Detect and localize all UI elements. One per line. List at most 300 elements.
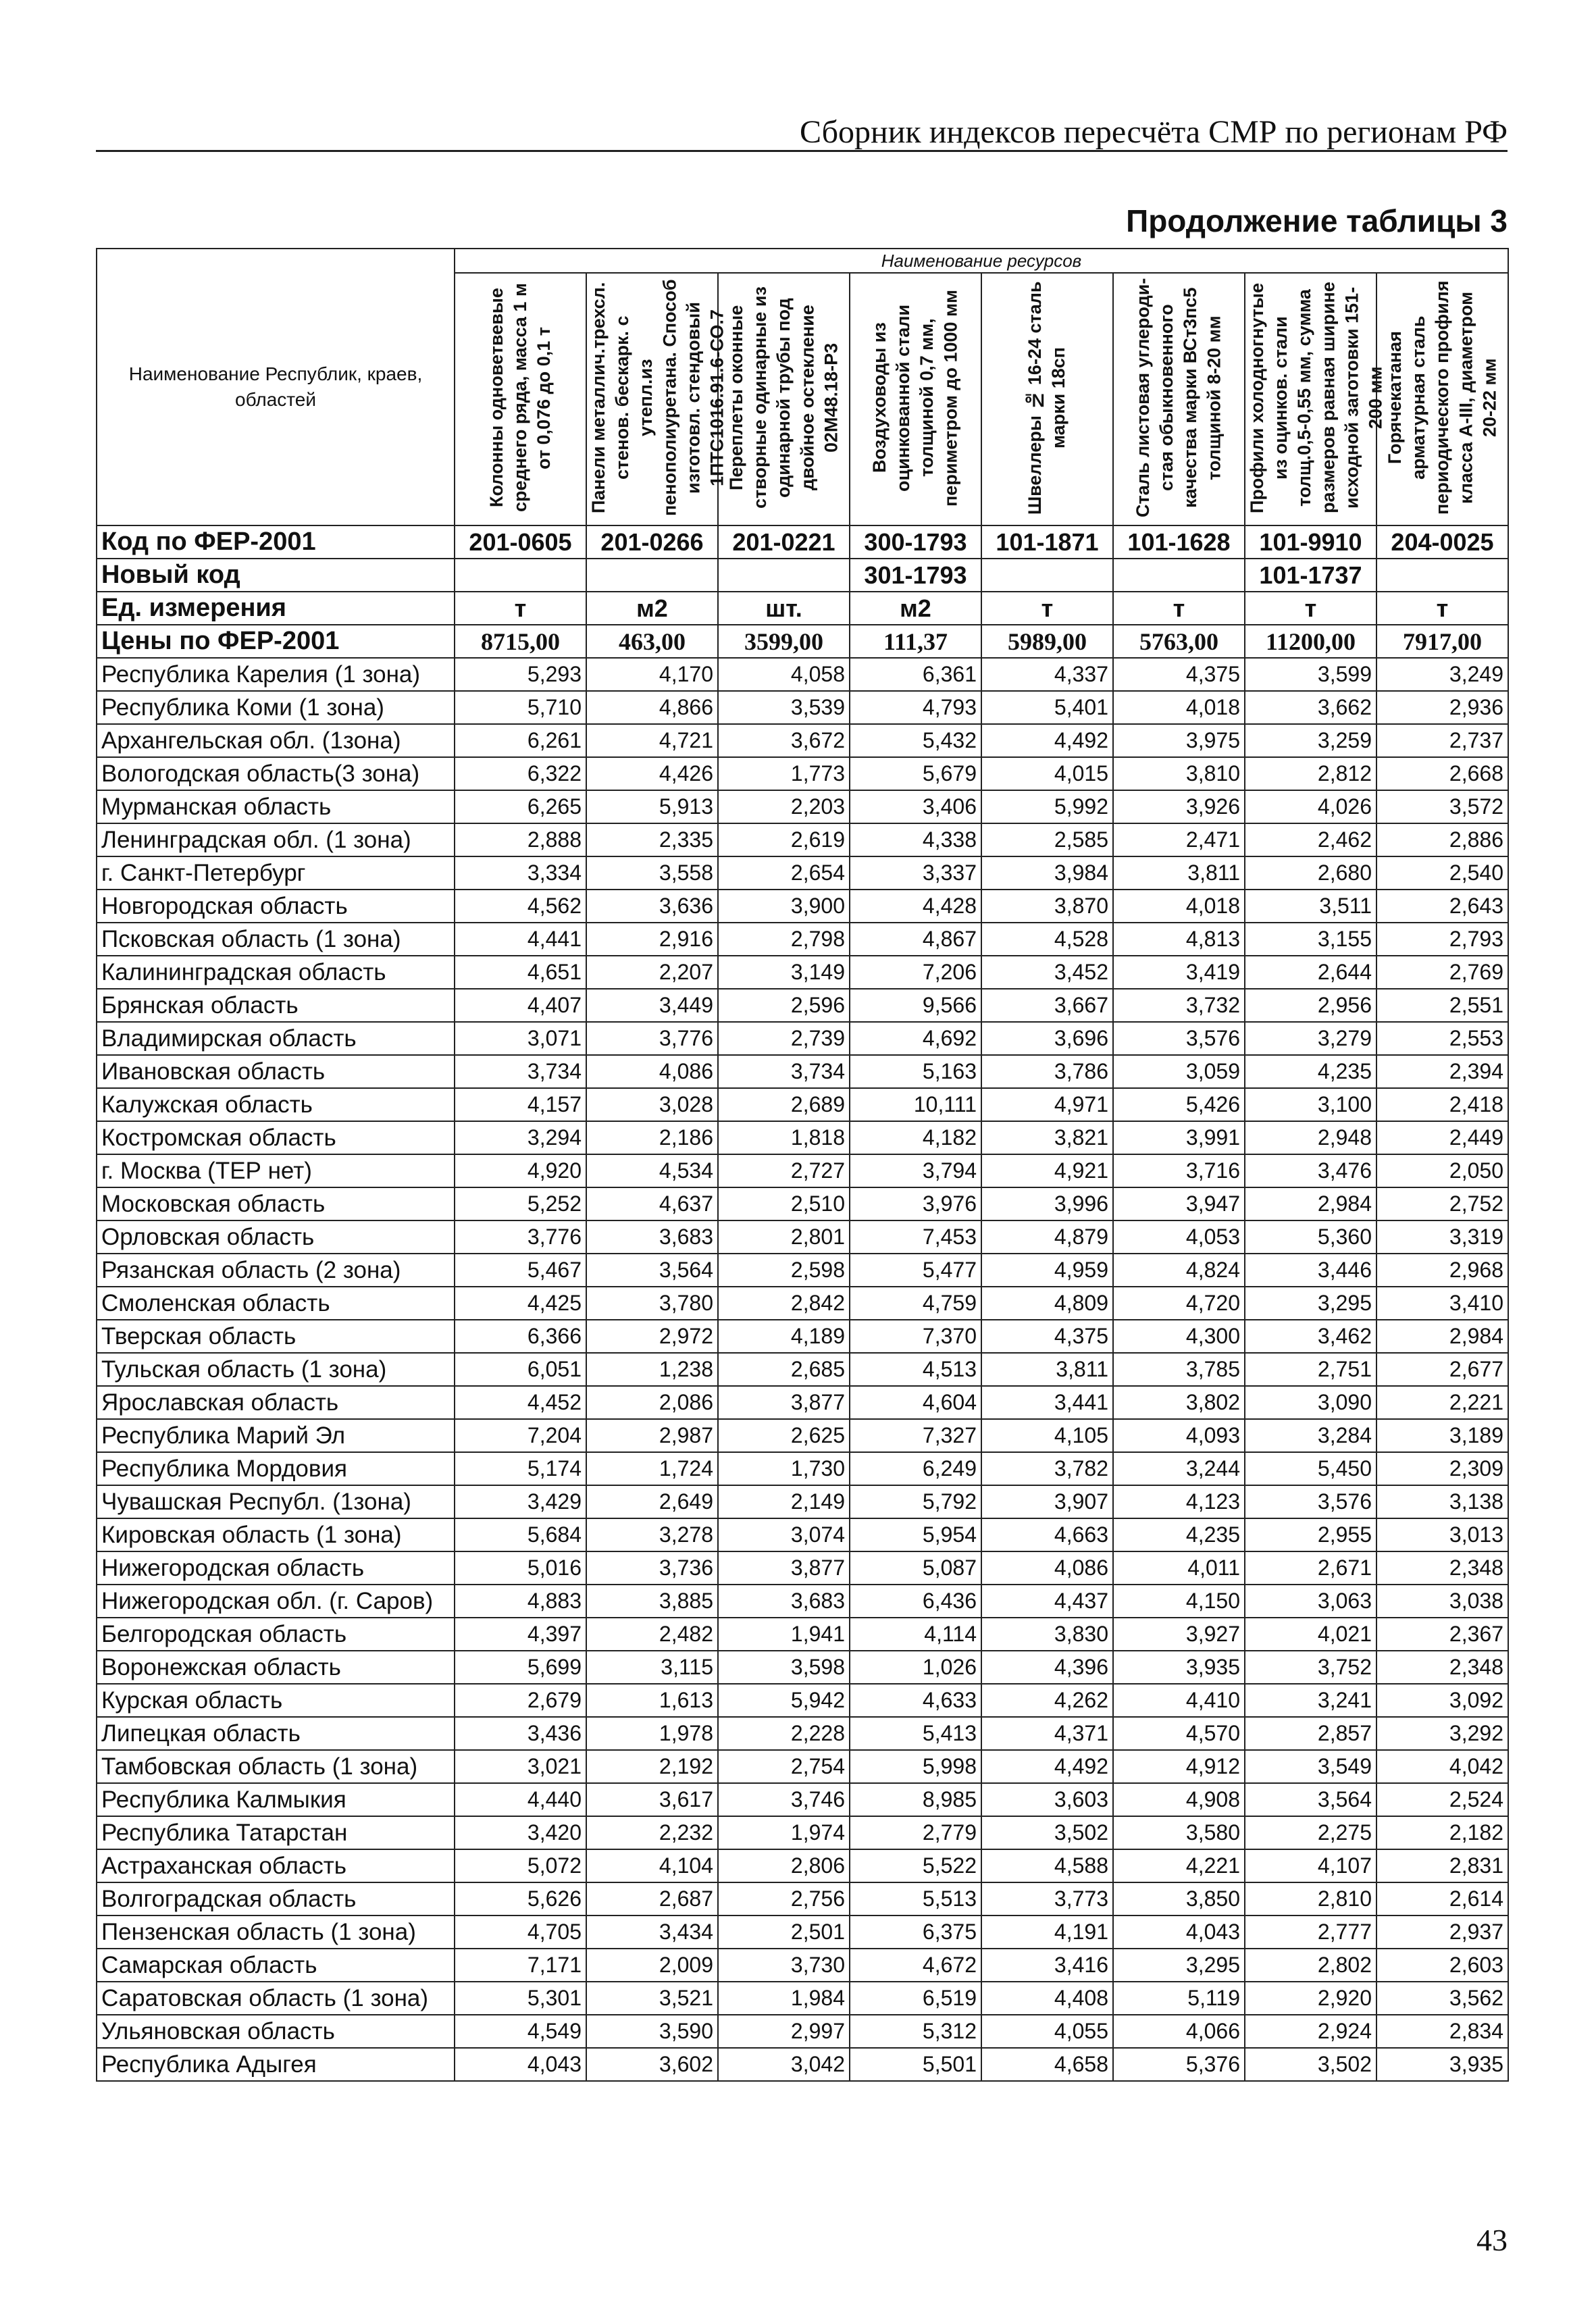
index-value: 4,053 bbox=[1113, 1220, 1245, 1254]
resource-header: Колонны одноветвевые среднего ряда, масса 1 м от 0,076 до 0,1 т bbox=[455, 273, 586, 525]
index-value: 5,450 bbox=[1245, 1452, 1376, 1485]
index-value: 6,261 bbox=[455, 724, 586, 757]
index-value: 4,637 bbox=[586, 1187, 718, 1220]
index-value: 4,658 bbox=[981, 2048, 1113, 2081]
index-value: 3,244 bbox=[1113, 1452, 1245, 1485]
index-value: 3,449 bbox=[586, 989, 718, 1022]
index-value: 5,301 bbox=[455, 1982, 586, 2015]
region-name: Костромская область bbox=[97, 1121, 455, 1154]
index-value: 2,798 bbox=[718, 923, 850, 956]
index-value: 3,295 bbox=[1245, 1287, 1376, 1320]
index-value: 4,011 bbox=[1113, 1551, 1245, 1585]
index-value: 2,232 bbox=[586, 1816, 718, 1849]
index-value: 3,734 bbox=[718, 1055, 850, 1088]
price-cell: 7917,00 bbox=[1376, 625, 1508, 658]
index-value: 2,739 bbox=[718, 1022, 850, 1055]
index-value: 4,452 bbox=[455, 1386, 586, 1419]
index-value: 3,406 bbox=[850, 790, 981, 823]
index-value: 3,572 bbox=[1376, 790, 1508, 823]
index-value: 7,453 bbox=[850, 1220, 981, 1254]
index-value: 3,785 bbox=[1113, 1353, 1245, 1386]
index-value: 4,410 bbox=[1113, 1684, 1245, 1717]
region-name: Рязанская область (2 зона) bbox=[97, 1254, 455, 1287]
index-value: 2,937 bbox=[1376, 1916, 1508, 1949]
index-value: 3,935 bbox=[1113, 1651, 1245, 1684]
index-value: 2,309 bbox=[1376, 1452, 1508, 1485]
index-value: 4,235 bbox=[1113, 1518, 1245, 1551]
index-value: 2,551 bbox=[1376, 989, 1508, 1022]
index-value: 4,396 bbox=[981, 1651, 1113, 1684]
index-value: 4,879 bbox=[981, 1220, 1113, 1254]
index-value: 4,066 bbox=[1113, 2015, 1245, 2048]
index-value: 3,782 bbox=[981, 1452, 1113, 1485]
index-value: 7,327 bbox=[850, 1419, 981, 1452]
table-row bbox=[97, 823, 1508, 856]
index-value: 3,502 bbox=[1245, 2048, 1376, 2081]
index-value: 4,397 bbox=[455, 1618, 586, 1651]
index-value: 3,732 bbox=[1113, 989, 1245, 1022]
table-row bbox=[97, 1982, 1508, 2015]
index-value: 3,617 bbox=[586, 1783, 718, 1816]
index-value: 4,920 bbox=[455, 1154, 586, 1187]
index-value: 3,436 bbox=[455, 1717, 586, 1750]
index-value: 3,434 bbox=[586, 1916, 718, 1949]
index-value: 2,619 bbox=[718, 823, 850, 856]
index-value: 7,204 bbox=[455, 1419, 586, 1452]
index-value: 4,371 bbox=[981, 1717, 1113, 1750]
index-value: 4,055 bbox=[981, 2015, 1113, 2048]
index-value: 5,954 bbox=[850, 1518, 981, 1551]
header-group-row bbox=[97, 249, 1508, 273]
index-value: 4,867 bbox=[850, 923, 981, 956]
index-value: 5,513 bbox=[850, 1882, 981, 1916]
index-value: 2,769 bbox=[1376, 956, 1508, 989]
index-value: 3,683 bbox=[718, 1585, 850, 1618]
region-name: Московская область bbox=[97, 1187, 455, 1220]
new-code-cell bbox=[1113, 559, 1245, 592]
index-value: 2,625 bbox=[718, 1419, 850, 1452]
price-row bbox=[97, 625, 1508, 658]
index-value: 1,974 bbox=[718, 1816, 850, 1849]
table-row bbox=[97, 1353, 1508, 1386]
new-code-cell: 101-1737 bbox=[1245, 559, 1376, 592]
index-value: 3,984 bbox=[981, 856, 1113, 890]
index-value: 3,259 bbox=[1245, 724, 1376, 757]
region-name: Пензенская область (1 зона) bbox=[97, 1916, 455, 1949]
index-value: 1,613 bbox=[586, 1684, 718, 1717]
index-value: 5,432 bbox=[850, 724, 981, 757]
index-value: 2,886 bbox=[1376, 823, 1508, 856]
index-value: 2,779 bbox=[850, 1816, 981, 1849]
index-value: 3,278 bbox=[586, 1518, 718, 1551]
index-value: 2,737 bbox=[1376, 724, 1508, 757]
index-value: 4,426 bbox=[586, 757, 718, 790]
price-cell: 111,37 bbox=[850, 625, 981, 658]
index-value: 5,477 bbox=[850, 1254, 981, 1287]
table-row bbox=[97, 1916, 1508, 1949]
index-value: 2,955 bbox=[1245, 1518, 1376, 1551]
region-name: Тверская область bbox=[97, 1320, 455, 1353]
index-value: 2,367 bbox=[1376, 1618, 1508, 1651]
index-value: 2,275 bbox=[1245, 1816, 1376, 1849]
index-value: 4,262 bbox=[981, 1684, 1113, 1717]
index-value: 3,716 bbox=[1113, 1154, 1245, 1187]
index-value: 3,155 bbox=[1245, 923, 1376, 956]
index-value: 3,590 bbox=[586, 2015, 718, 2048]
index-value: 4,157 bbox=[455, 1088, 586, 1121]
region-name: Липецкая область bbox=[97, 1717, 455, 1750]
index-value: 3,429 bbox=[455, 1485, 586, 1518]
index-value: 3,446 bbox=[1245, 1254, 1376, 1287]
index-value: 4,150 bbox=[1113, 1585, 1245, 1618]
region-name: Республика Адыгея bbox=[97, 2048, 455, 2081]
index-value: 3,580 bbox=[1113, 1816, 1245, 1849]
index-value: 4,720 bbox=[1113, 1287, 1245, 1320]
table-row bbox=[97, 1651, 1508, 1684]
index-value: 2,685 bbox=[718, 1353, 850, 1386]
region-rows bbox=[97, 658, 1508, 2081]
region-name: Калужская область bbox=[97, 1088, 455, 1121]
region-name: Брянская область bbox=[97, 989, 455, 1022]
index-value: 2,997 bbox=[718, 2015, 850, 2048]
index-value: 4,492 bbox=[981, 1750, 1113, 1783]
resource-header: Переплеты оконные створные одинарные из одинарной трубы под двойное остекление 02М48.18-Р3 bbox=[718, 273, 850, 525]
region-name: Республика Татарстан bbox=[97, 1816, 455, 1849]
region-name: Воронежская область bbox=[97, 1651, 455, 1684]
index-value: 4,189 bbox=[718, 1320, 850, 1353]
index-value: 6,436 bbox=[850, 1585, 981, 1618]
table-row bbox=[97, 1187, 1508, 1220]
index-value: 4,428 bbox=[850, 890, 981, 923]
page-number: 43 bbox=[1476, 2223, 1508, 2257]
new-code-cell: 301-1793 bbox=[850, 559, 981, 592]
index-value: 3,599 bbox=[1245, 658, 1376, 691]
table-row bbox=[97, 923, 1508, 956]
index-value: 4,912 bbox=[1113, 1750, 1245, 1783]
index-value: 2,936 bbox=[1376, 691, 1508, 724]
index-value: 3,598 bbox=[718, 1651, 850, 1684]
resources-group-header: Наименование ресурсов bbox=[455, 249, 1508, 273]
new-code-row bbox=[97, 559, 1508, 592]
table-row bbox=[97, 956, 1508, 989]
new-code-cell bbox=[586, 559, 718, 592]
index-value: 4,107 bbox=[1245, 1849, 1376, 1882]
index-value: 2,149 bbox=[718, 1485, 850, 1518]
index-table bbox=[96, 248, 1509, 2082]
index-value: 3,562 bbox=[1376, 1982, 1508, 2015]
index-value: 4,866 bbox=[586, 691, 718, 724]
index-value: 7,206 bbox=[850, 956, 981, 989]
index-value: 3,975 bbox=[1113, 724, 1245, 757]
index-value: 2,972 bbox=[586, 1320, 718, 1353]
index-value: 2,834 bbox=[1376, 2015, 1508, 2048]
index-value: 4,440 bbox=[455, 1783, 586, 1816]
index-value: 3,667 bbox=[981, 989, 1113, 1022]
index-value: 3,603 bbox=[981, 1783, 1113, 1816]
table-row bbox=[97, 1518, 1508, 1551]
resource-header: Панели металлич.трехсл. стенов. бескарк. с утепл.из пенополиуретана. Способ изготовл. стендовый 1ПТС1016.91.6-СО.7 bbox=[586, 273, 718, 525]
code-cell: 201-0221 bbox=[718, 525, 850, 559]
index-value: 2,192 bbox=[586, 1750, 718, 1783]
index-value: 3,284 bbox=[1245, 1419, 1376, 1452]
index-value: 2,924 bbox=[1245, 2015, 1376, 2048]
index-value: 4,191 bbox=[981, 1916, 1113, 1949]
index-value: 2,086 bbox=[586, 1386, 718, 1419]
index-value: 3,802 bbox=[1113, 1386, 1245, 1419]
index-value: 3,462 bbox=[1245, 1320, 1376, 1353]
index-value: 4,549 bbox=[455, 2015, 586, 2048]
index-value: 2,668 bbox=[1376, 757, 1508, 790]
index-value: 4,043 bbox=[455, 2048, 586, 2081]
index-value: 5,626 bbox=[455, 1882, 586, 1916]
index-value: 2,553 bbox=[1376, 1022, 1508, 1055]
index-value: 3,877 bbox=[718, 1386, 850, 1419]
index-value: 3,991 bbox=[1113, 1121, 1245, 1154]
index-value: 4,570 bbox=[1113, 1717, 1245, 1750]
index-value: 2,510 bbox=[718, 1187, 850, 1220]
index-value: 2,596 bbox=[718, 989, 850, 1022]
header-rule bbox=[96, 150, 1508, 152]
index-value: 2,802 bbox=[1245, 1949, 1376, 1982]
table-row bbox=[97, 757, 1508, 790]
index-value: 3,476 bbox=[1245, 1154, 1376, 1187]
table-row bbox=[97, 1320, 1508, 1353]
region-name: Смоленская область bbox=[97, 1287, 455, 1320]
resource-header: Профили холодногнутые из оцинков. стали толщ.0,5-0,55 мм, сумма размеров равная ширине исходной заготовки 151-200 мм bbox=[1245, 273, 1376, 525]
index-value: 3,189 bbox=[1376, 1419, 1508, 1452]
index-value: 3,564 bbox=[586, 1254, 718, 1287]
region-name: Нижегородская обл. (г. Саров) bbox=[97, 1585, 455, 1618]
index-value: 5,426 bbox=[1113, 1088, 1245, 1121]
index-value: 4,018 bbox=[1113, 691, 1245, 724]
index-value: 1,818 bbox=[718, 1121, 850, 1154]
index-value: 2,462 bbox=[1245, 823, 1376, 856]
index-value: 4,793 bbox=[850, 691, 981, 724]
new-code-cell bbox=[981, 559, 1113, 592]
index-value: 3,696 bbox=[981, 1022, 1113, 1055]
index-value: 3,683 bbox=[586, 1220, 718, 1254]
index-value: 3,746 bbox=[718, 1783, 850, 1816]
unit-cell: м2 bbox=[586, 592, 718, 625]
unit-cell: т bbox=[1113, 592, 1245, 625]
unit-label: Ед. измерения bbox=[97, 592, 455, 625]
new-code-cell bbox=[1376, 559, 1508, 592]
index-value: 3,927 bbox=[1113, 1618, 1245, 1651]
index-value: 3,059 bbox=[1113, 1055, 1245, 1088]
index-value: 2,418 bbox=[1376, 1088, 1508, 1121]
price-cell: 463,00 bbox=[586, 625, 718, 658]
index-value: 2,524 bbox=[1376, 1783, 1508, 1816]
table-row bbox=[97, 1949, 1508, 1982]
index-value: 2,643 bbox=[1376, 890, 1508, 923]
table-row bbox=[97, 1121, 1508, 1154]
index-value: 3,074 bbox=[718, 1518, 850, 1551]
index-value: 4,407 bbox=[455, 989, 586, 1022]
index-value: 1,941 bbox=[718, 1618, 850, 1651]
region-name: г. Санкт-Петербург bbox=[97, 856, 455, 890]
table-row bbox=[97, 1882, 1508, 1916]
index-value: 4,759 bbox=[850, 1287, 981, 1320]
table-row bbox=[97, 1055, 1508, 1088]
unit-cell: т bbox=[455, 592, 586, 625]
index-value: 2,182 bbox=[1376, 1816, 1508, 1849]
index-value: 5,501 bbox=[850, 2048, 981, 2081]
index-value: 3,071 bbox=[455, 1022, 586, 1055]
index-value: 4,375 bbox=[981, 1320, 1113, 1353]
table-row bbox=[97, 1088, 1508, 1121]
table-row bbox=[97, 890, 1508, 923]
code-cell: 101-1628 bbox=[1113, 525, 1245, 559]
index-value: 6,051 bbox=[455, 1353, 586, 1386]
index-value: 2,221 bbox=[1376, 1386, 1508, 1419]
index-value: 3,730 bbox=[718, 1949, 850, 1982]
index-value: 4,959 bbox=[981, 1254, 1113, 1287]
index-value: 4,221 bbox=[1113, 1849, 1245, 1882]
index-value: 2,801 bbox=[718, 1220, 850, 1254]
index-value: 2,920 bbox=[1245, 1982, 1376, 2015]
index-value: 1,773 bbox=[718, 757, 850, 790]
code-cell: 300-1793 bbox=[850, 525, 981, 559]
index-value: 3,292 bbox=[1376, 1717, 1508, 1750]
index-value: 3,549 bbox=[1245, 1750, 1376, 1783]
index-value: 5,684 bbox=[455, 1518, 586, 1551]
index-value: 2,810 bbox=[1245, 1882, 1376, 1916]
index-value: 2,680 bbox=[1245, 856, 1376, 890]
region-name: Белгородская область bbox=[97, 1618, 455, 1651]
index-value: 1,730 bbox=[718, 1452, 850, 1485]
index-value: 5,913 bbox=[586, 790, 718, 823]
region-name: Республика Карелия (1 зона) bbox=[97, 658, 455, 691]
index-value: 4,721 bbox=[586, 724, 718, 757]
index-value: 6,361 bbox=[850, 658, 981, 691]
index-value: 4,663 bbox=[981, 1518, 1113, 1551]
index-value: 3,821 bbox=[981, 1121, 1113, 1154]
region-name: Архангельская обл. (1зона) bbox=[97, 724, 455, 757]
index-value: 3,602 bbox=[586, 2048, 718, 2081]
index-value: 6,265 bbox=[455, 790, 586, 823]
index-value: 4,123 bbox=[1113, 1485, 1245, 1518]
index-value: 3,976 bbox=[850, 1187, 981, 1220]
region-name: Республика Калмыкия bbox=[97, 1783, 455, 1816]
index-value: 5,016 bbox=[455, 1551, 586, 1585]
region-name: Тульская область (1 зона) bbox=[97, 1353, 455, 1386]
table-row bbox=[97, 1618, 1508, 1651]
index-value: 4,921 bbox=[981, 1154, 1113, 1187]
index-value: 4,441 bbox=[455, 923, 586, 956]
index-value: 3,564 bbox=[1245, 1783, 1376, 1816]
index-value: 3,511 bbox=[1245, 890, 1376, 923]
index-value: 2,335 bbox=[586, 823, 718, 856]
code-cell: 201-0605 bbox=[455, 525, 586, 559]
index-value: 3,021 bbox=[455, 1750, 586, 1783]
index-value: 5,072 bbox=[455, 1849, 586, 1882]
code-cell: 101-9910 bbox=[1245, 525, 1376, 559]
index-value: 1,984 bbox=[718, 1982, 850, 2015]
index-value: 2,968 bbox=[1376, 1254, 1508, 1287]
index-value: 4,235 bbox=[1245, 1055, 1376, 1088]
index-value: 4,026 bbox=[1245, 790, 1376, 823]
table-row bbox=[97, 1419, 1508, 1452]
index-value: 2,649 bbox=[586, 1485, 718, 1518]
region-name: Республика Марий Эл bbox=[97, 1419, 455, 1452]
index-value: 3,794 bbox=[850, 1154, 981, 1187]
table-row bbox=[97, 1154, 1508, 1187]
index-value: 3,907 bbox=[981, 1485, 1113, 1518]
region-name: Тамбовская область (1 зона) bbox=[97, 1750, 455, 1783]
index-value: 2,806 bbox=[718, 1849, 850, 1882]
index-value: 3,877 bbox=[718, 1551, 850, 1585]
region-name: Волгоградская область bbox=[97, 1882, 455, 1916]
index-value: 3,752 bbox=[1245, 1651, 1376, 1684]
index-value: 4,043 bbox=[1113, 1916, 1245, 1949]
index-value: 3,115 bbox=[586, 1651, 718, 1684]
index-value: 4,182 bbox=[850, 1121, 981, 1154]
index-value: 2,727 bbox=[718, 1154, 850, 1187]
index-value: 3,935 bbox=[1376, 2048, 1508, 2081]
table-row bbox=[97, 1022, 1508, 1055]
index-value: 3,279 bbox=[1245, 1022, 1376, 1055]
index-value: 5,293 bbox=[455, 658, 586, 691]
code-row bbox=[97, 525, 1508, 559]
index-value: 5,252 bbox=[455, 1187, 586, 1220]
table-row bbox=[97, 1386, 1508, 1419]
table-row bbox=[97, 1220, 1508, 1254]
index-value: 3,780 bbox=[586, 1287, 718, 1320]
index-value: 4,672 bbox=[850, 1949, 981, 1982]
index-value: 5,413 bbox=[850, 1717, 981, 1750]
index-value: 4,633 bbox=[850, 1684, 981, 1717]
index-value: 4,058 bbox=[718, 658, 850, 691]
index-value: 3,811 bbox=[1113, 856, 1245, 890]
index-value: 2,585 bbox=[981, 823, 1113, 856]
index-value: 2,831 bbox=[1376, 1849, 1508, 1882]
index-value: 2,603 bbox=[1376, 1949, 1508, 1982]
index-value: 7,370 bbox=[850, 1320, 981, 1353]
price-cell: 5989,00 bbox=[981, 625, 1113, 658]
index-value: 4,492 bbox=[981, 724, 1113, 757]
unit-cell: т bbox=[1245, 592, 1376, 625]
table-row bbox=[97, 856, 1508, 890]
index-value: 2,471 bbox=[1113, 823, 1245, 856]
table-row bbox=[97, 1254, 1508, 1287]
index-value: 3,042 bbox=[718, 2048, 850, 2081]
index-value: 3,249 bbox=[1376, 658, 1508, 691]
index-value: 3,636 bbox=[586, 890, 718, 923]
index-value: 5,710 bbox=[455, 691, 586, 724]
price-cell: 11200,00 bbox=[1245, 625, 1376, 658]
index-value: 4,705 bbox=[455, 1916, 586, 1949]
table-row bbox=[97, 2015, 1508, 2048]
index-value: 4,408 bbox=[981, 1982, 1113, 2015]
resource-header: Горячекатаная арматурная сталь периодического профиля класса А-III, диаметром 20-22 мм bbox=[1376, 273, 1508, 525]
index-value: 3,830 bbox=[981, 1618, 1113, 1651]
index-value: 3,576 bbox=[1113, 1022, 1245, 1055]
region-name: Ярославская область bbox=[97, 1386, 455, 1419]
region-name: Республика Коми (1 зона) bbox=[97, 691, 455, 724]
index-value: 2,751 bbox=[1245, 1353, 1376, 1386]
index-value: 3,100 bbox=[1245, 1088, 1376, 1121]
index-value: 4,021 bbox=[1245, 1618, 1376, 1651]
index-value: 4,086 bbox=[981, 1551, 1113, 1585]
index-value: 5,998 bbox=[850, 1750, 981, 1783]
resource-header: Сталь листовая углероди-стая обыкновенного качества марки ВСт3пс5 толщиной 8-20 мм bbox=[1113, 273, 1245, 525]
region-name: Ленинградская обл. (1 зона) bbox=[97, 823, 455, 856]
index-value: 3,419 bbox=[1113, 956, 1245, 989]
index-value: 2,842 bbox=[718, 1287, 850, 1320]
table-row bbox=[97, 1551, 1508, 1585]
index-value: 1,238 bbox=[586, 1353, 718, 1386]
index-value: 4,338 bbox=[850, 823, 981, 856]
